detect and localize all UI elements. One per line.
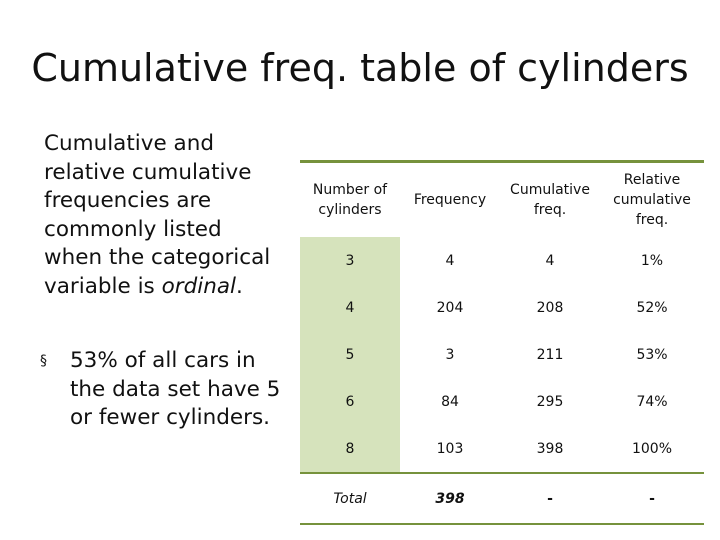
cell-cumulative-freq: 4 [545,252,555,269]
table-row [300,378,704,425]
total-relative-cumulative-freq: - [600,473,704,524]
cell-cumulative-freq: 208 [536,299,564,316]
total-frequency: 398 [400,473,500,524]
table-total-row [300,473,704,524]
cell-cylinders: 6 [300,378,400,425]
cell-frequency: 204 [436,299,464,316]
cell-frequency: 4 [445,252,455,269]
header-relative-cumulative-freq: Relative cumulative freq. [600,162,704,238]
cell-cumulative-freq: 295 [536,393,564,410]
bullet-text: 53% of all cars in the data set have 5 or fewer cylinders. [70,348,281,430]
table-row [300,237,704,284]
cell-relative-cumulative-freq: 74% [636,393,668,410]
cell-frequency: 3 [445,346,455,363]
cell-cumulative-freq: 211 [536,346,564,363]
bullet-marker-icon: § [40,353,47,369]
cell-relative-cumulative-freq: 53% [636,346,668,363]
header-number-of-cylinders: Number of cylinders [300,162,400,238]
intro-period: . [235,273,243,299]
header-frequency: Frequency [400,162,500,238]
slide-title: Cumulative freq. table of cylinders [31,46,689,90]
cell-relative-cumulative-freq: 1% [640,252,664,269]
header-cumulative-freq: Cumulative freq. [500,162,600,238]
total-label: Total [300,473,400,524]
table-row [300,284,704,331]
cell-frequency: 84 [441,393,459,410]
table-row [300,331,704,378]
table-row [300,425,704,473]
cell-relative-cumulative-freq: 52% [636,299,668,316]
total-cumulative-freq: - [500,473,600,524]
cell-cylinders: 8 [300,425,400,473]
cell-cylinders: 3 [300,237,400,284]
cell-frequency: 103 [436,440,464,457]
cumulative-frequency-table [300,160,704,525]
cell-cumulative-freq: 398 [536,440,564,457]
intro-text: Cumulative and relative cumulative frequencies are commonly listed when the categorical variable is [44,131,271,299]
cell-cylinders: 4 [300,284,400,331]
bullet-item [40,347,290,433]
intro-emphasis: ordinal [161,273,236,299]
cell-cylinders: 5 [300,331,400,378]
intro-paragraph [44,130,284,301]
cell-relative-cumulative-freq: 100% [631,440,673,457]
table-header-row [300,162,704,238]
